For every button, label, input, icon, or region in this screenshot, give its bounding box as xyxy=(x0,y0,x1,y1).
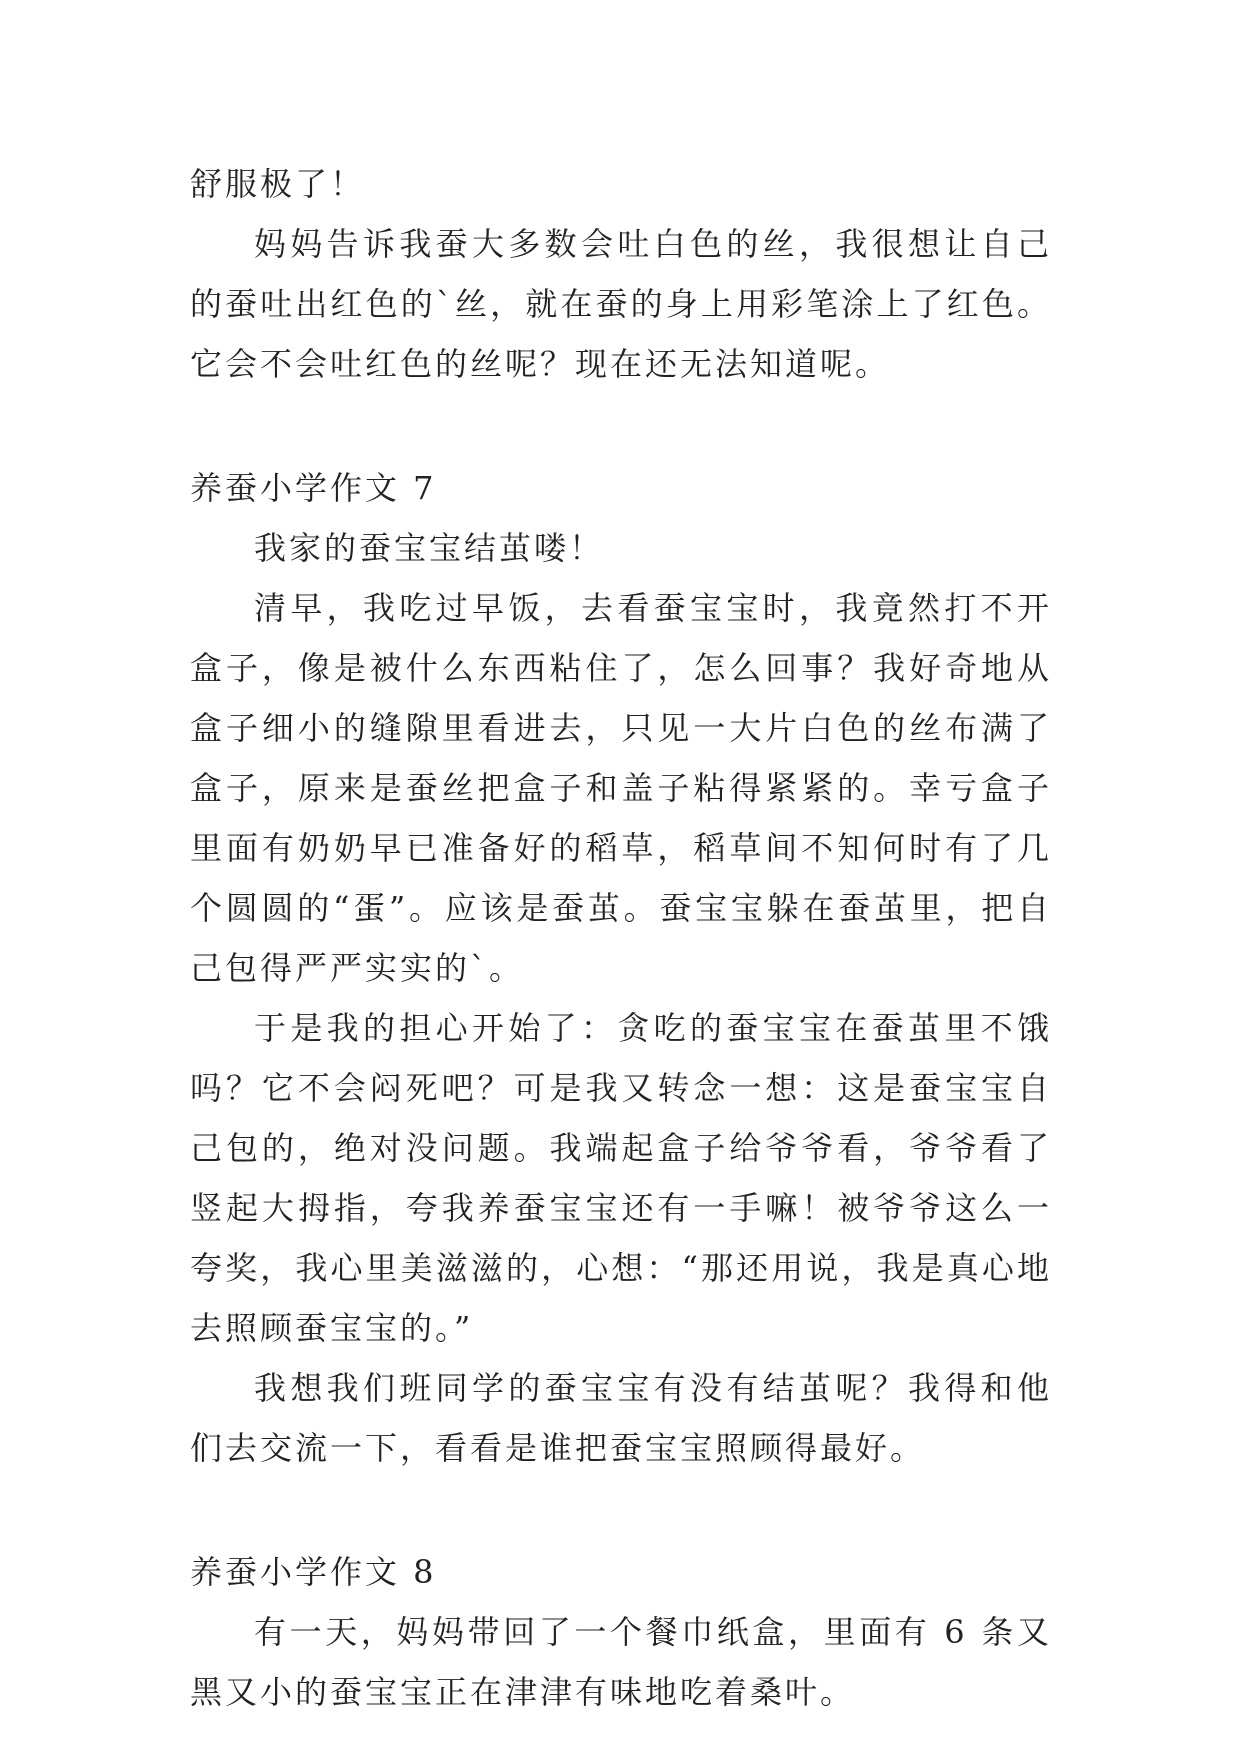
section-gap xyxy=(190,394,1052,458)
paragraph: 我想我们班同学的蚕宝宝有没有结茧呢？我得和他们去交流一下，看看是谁把蚕宝宝照顾得最好。 xyxy=(190,1369,1052,1467)
section-gap xyxy=(190,1478,1052,1542)
paragraph: 妈妈告诉我蚕大多数会吐白色的丝，我很想让自己的蚕吐出红色的`丝，就在蚕的身上用彩笔涂上了红色。它会不会吐红色的丝呢？现在还无法知道呢。 xyxy=(190,225,1052,383)
paragraph: 我家的蚕宝宝结茧喽！ xyxy=(254,529,605,567)
document-body xyxy=(190,154,1052,1722)
paragraph: 于是我的担心开始了：贪吃的蚕宝宝在蚕茧里不饿吗？它不会闷死吧？可是我又转念一想：这是蚕宝宝自己包的，绝对没问题。我端起盒子给爷爷看，爷爷看了竖起大拇指，夸我养蚕宝宝还有一手嘛！被爷爷这么一夸奖，我心里美滋滋的，心想：“那还用说，我是真心地去照顾蚕宝宝的。” xyxy=(190,1009,1052,1347)
paragraph: 舒服极了！ xyxy=(190,165,366,203)
paragraph: 有一天，妈妈带回了一个餐巾纸盒，里面有 6 条又黑又小的蚕宝宝正在津津有味地吃着桑叶。 xyxy=(190,1613,1052,1711)
paragraph: 清早，我吃过早饭，去看蚕宝宝时，我竟然打不开盒子，像是被什么东西粘住了，怎么回事？我好奇地从盒子细小的缝隙里看进去，只见一大片白色的丝布满了盒子，原来是蚕丝把盒子和盖子粘得紧紧的。幸亏盒子里面有奶奶早已准备好的稻草，稻草间不知何时有了几个圆圆的“蛋”。应该是蚕茧。蚕宝宝躲在蚕茧里，把自己包得严严实实的`。 xyxy=(190,589,1052,987)
section-heading: 养蚕小学作文 7 xyxy=(190,469,437,507)
section-heading: 养蚕小学作文 8 xyxy=(190,1553,437,1591)
